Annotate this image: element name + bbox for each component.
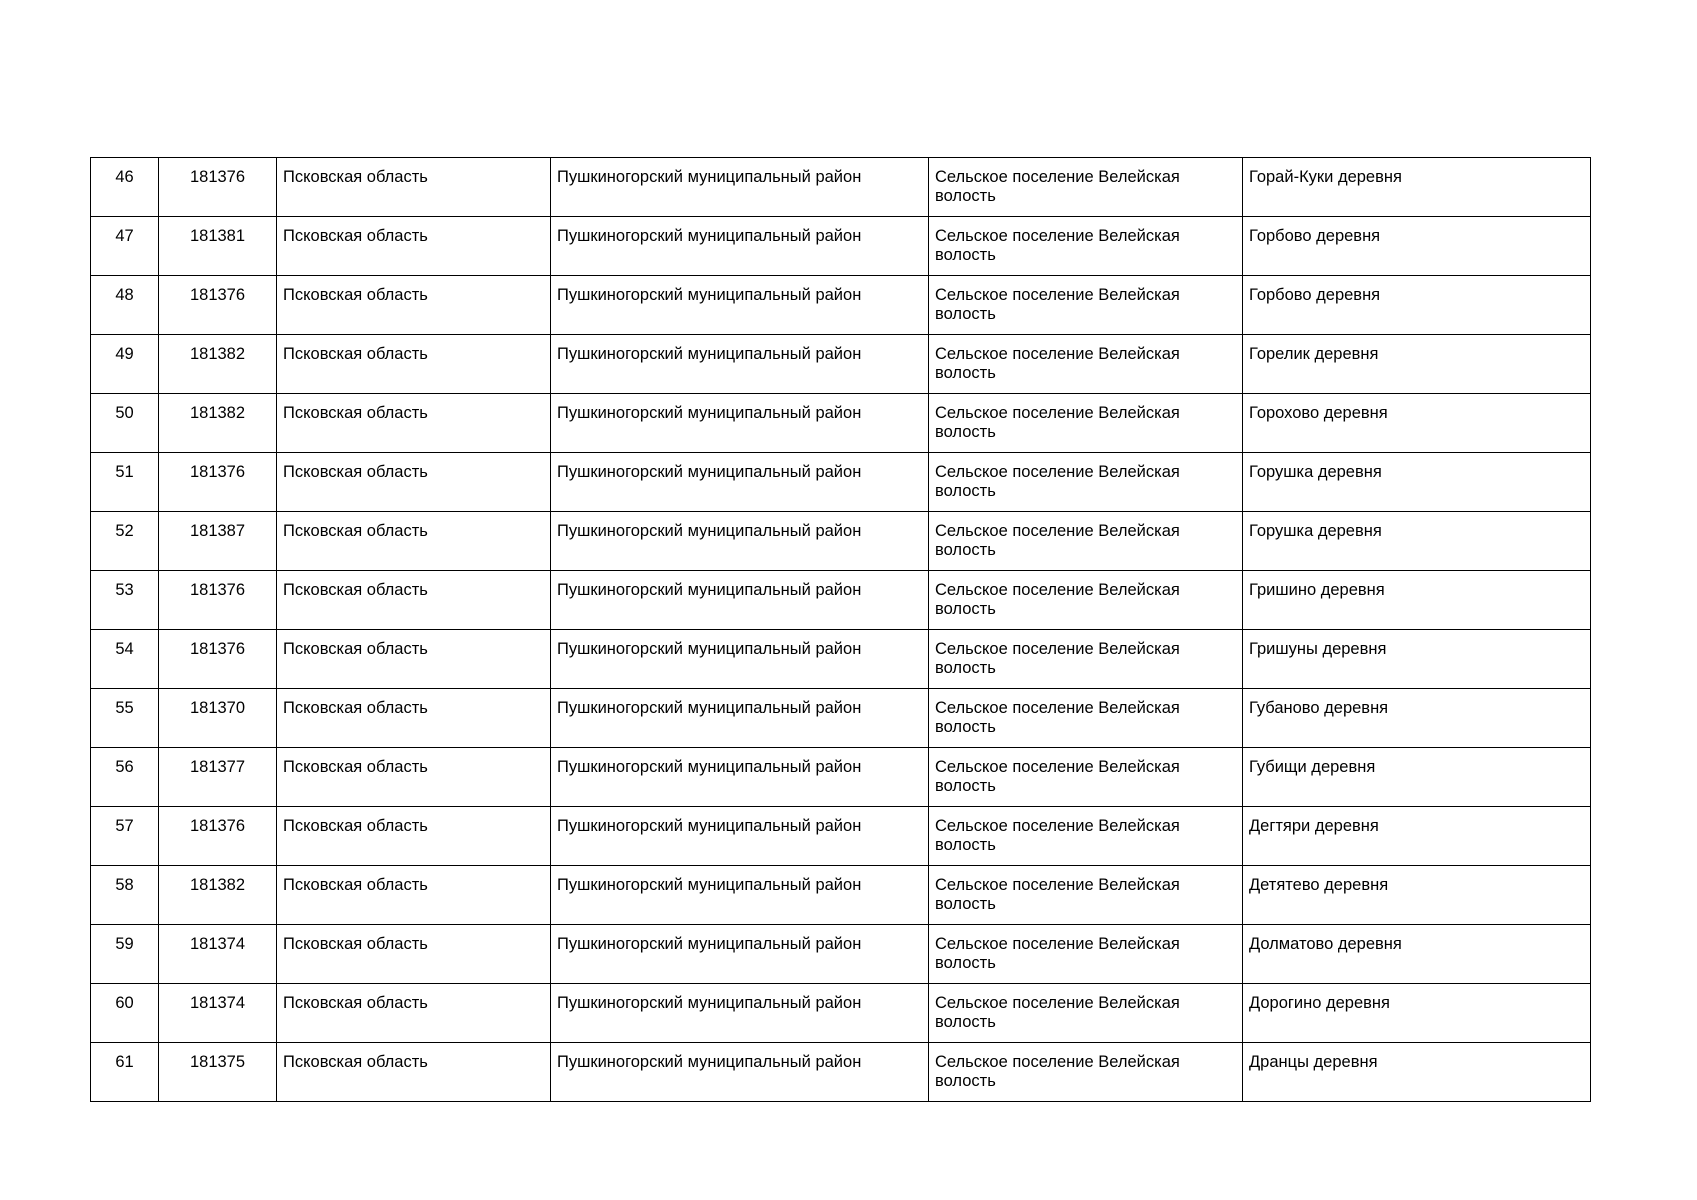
- row-number-cell: 61: [91, 1043, 159, 1102]
- district-cell: Пушкиногорский муниципальный район: [551, 630, 929, 689]
- table-row: [91, 571, 1591, 630]
- region-cell: Псковская область: [277, 925, 551, 984]
- locality-cell: Долматово деревня: [1243, 925, 1591, 984]
- locality-cell: Дранцы деревня: [1243, 1043, 1591, 1102]
- postal-index-cell: 181374: [159, 984, 277, 1043]
- region-cell: Псковская область: [277, 689, 551, 748]
- region-cell: Псковская область: [277, 512, 551, 571]
- district-cell: Пушкиногорский муниципальный район: [551, 276, 929, 335]
- table-body: [91, 158, 1591, 1102]
- row-number-cell: 53: [91, 571, 159, 630]
- row-number-cell: 57: [91, 807, 159, 866]
- row-number-cell: 58: [91, 866, 159, 925]
- locality-cell: Горушка деревня: [1243, 453, 1591, 512]
- postal-index-cell: 181370: [159, 689, 277, 748]
- district-cell: Пушкиногорский муниципальный район: [551, 748, 929, 807]
- postal-index-cell: 181376: [159, 453, 277, 512]
- settlement-cell: Сельское поселение Велейская волость: [929, 453, 1243, 512]
- settlement-cell: Сельское поселение Велейская волость: [929, 866, 1243, 925]
- row-number-cell: 50: [91, 394, 159, 453]
- region-cell: Псковская область: [277, 807, 551, 866]
- settlement-cell: Сельское поселение Велейская волость: [929, 807, 1243, 866]
- postal-index-cell: 181381: [159, 217, 277, 276]
- region-cell: Псковская область: [277, 453, 551, 512]
- locality-cell: Губаново деревня: [1243, 689, 1591, 748]
- region-cell: Псковская область: [277, 1043, 551, 1102]
- district-cell: Пушкиногорский муниципальный район: [551, 1043, 929, 1102]
- settlement-cell: Сельское поселение Велейская волость: [929, 394, 1243, 453]
- region-cell: Псковская область: [277, 571, 551, 630]
- district-cell: Пушкиногорский муниципальный район: [551, 925, 929, 984]
- settlement-cell: Сельское поселение Велейская волость: [929, 158, 1243, 217]
- locality-cell: Горушка деревня: [1243, 512, 1591, 571]
- district-cell: Пушкиногорский муниципальный район: [551, 689, 929, 748]
- table-row: [91, 925, 1591, 984]
- district-cell: Пушкиногорский муниципальный район: [551, 866, 929, 925]
- locality-cell: Дегтяри деревня: [1243, 807, 1591, 866]
- settlement-cell: Сельское поселение Велейская волость: [929, 512, 1243, 571]
- postal-index-cell: 181376: [159, 571, 277, 630]
- district-cell: Пушкиногорский муниципальный район: [551, 807, 929, 866]
- table-row: [91, 453, 1591, 512]
- postal-index-cell: 181376: [159, 158, 277, 217]
- postal-index-cell: 181382: [159, 866, 277, 925]
- table-row: [91, 1043, 1591, 1102]
- region-cell: Псковская область: [277, 158, 551, 217]
- locality-cell: Горелик деревня: [1243, 335, 1591, 394]
- settlement-cell: Сельское поселение Велейская волость: [929, 689, 1243, 748]
- row-number-cell: 48: [91, 276, 159, 335]
- district-cell: Пушкиногорский муниципальный район: [551, 335, 929, 394]
- district-cell: Пушкиногорский муниципальный район: [551, 158, 929, 217]
- region-cell: Псковская область: [277, 217, 551, 276]
- row-number-cell: 54: [91, 630, 159, 689]
- row-number-cell: 55: [91, 689, 159, 748]
- locality-cell: Гришуны деревня: [1243, 630, 1591, 689]
- region-cell: Псковская область: [277, 335, 551, 394]
- district-cell: Пушкиногорский муниципальный район: [551, 453, 929, 512]
- table-row: [91, 984, 1591, 1043]
- region-cell: Псковская область: [277, 394, 551, 453]
- postal-index-cell: 181375: [159, 1043, 277, 1102]
- row-number-cell: 56: [91, 748, 159, 807]
- region-cell: Псковская область: [277, 630, 551, 689]
- settlement-cell: Сельское поселение Велейская волость: [929, 571, 1243, 630]
- row-number-cell: 49: [91, 335, 159, 394]
- settlement-cell: Сельское поселение Велейская волость: [929, 276, 1243, 335]
- table-row: [91, 807, 1591, 866]
- settlement-cell: Сельское поселение Велейская волость: [929, 630, 1243, 689]
- settlement-cell: Сельское поселение Велейская волость: [929, 748, 1243, 807]
- row-number-cell: 47: [91, 217, 159, 276]
- settlement-cell: Сельское поселение Велейская волость: [929, 984, 1243, 1043]
- locality-cell: Губищи деревня: [1243, 748, 1591, 807]
- row-number-cell: 52: [91, 512, 159, 571]
- settlement-cell: Сельское поселение Велейская волость: [929, 1043, 1243, 1102]
- locality-cell: Детятево деревня: [1243, 866, 1591, 925]
- settlement-cell: Сельское поселение Велейская волость: [929, 217, 1243, 276]
- locality-cell: Дорогино деревня: [1243, 984, 1591, 1043]
- district-cell: Пушкиногорский муниципальный район: [551, 984, 929, 1043]
- locality-cell: Горбово деревня: [1243, 217, 1591, 276]
- postal-index-cell: 181374: [159, 925, 277, 984]
- postal-index-cell: 181387: [159, 512, 277, 571]
- table-row: [91, 394, 1591, 453]
- postal-index-cell: 181382: [159, 335, 277, 394]
- postal-index-cell: 181376: [159, 276, 277, 335]
- locality-cell: Горбово деревня: [1243, 276, 1591, 335]
- district-cell: Пушкиногорский муниципальный район: [551, 394, 929, 453]
- locality-cell: Гришино деревня: [1243, 571, 1591, 630]
- district-cell: Пушкиногорский муниципальный район: [551, 571, 929, 630]
- postal-index-cell: 181376: [159, 630, 277, 689]
- settlement-cell: Сельское поселение Велейская волость: [929, 925, 1243, 984]
- region-cell: Псковская область: [277, 748, 551, 807]
- postal-index-cell: 181382: [159, 394, 277, 453]
- row-number-cell: 59: [91, 925, 159, 984]
- address-table: [90, 157, 1591, 1102]
- table-row: [91, 276, 1591, 335]
- district-cell: Пушкиногорский муниципальный район: [551, 217, 929, 276]
- table-row: [91, 158, 1591, 217]
- table-row: [91, 748, 1591, 807]
- row-number-cell: 51: [91, 453, 159, 512]
- table-row: [91, 630, 1591, 689]
- postal-index-cell: 181376: [159, 807, 277, 866]
- region-cell: Псковская область: [277, 866, 551, 925]
- settlement-cell: Сельское поселение Велейская волость: [929, 335, 1243, 394]
- table-row: [91, 335, 1591, 394]
- row-number-cell: 60: [91, 984, 159, 1043]
- locality-cell: Горохово деревня: [1243, 394, 1591, 453]
- district-cell: Пушкиногорский муниципальный район: [551, 512, 929, 571]
- region-cell: Псковская область: [277, 276, 551, 335]
- row-number-cell: 46: [91, 158, 159, 217]
- table-row: [91, 512, 1591, 571]
- region-cell: Псковская область: [277, 984, 551, 1043]
- table-row: [91, 866, 1591, 925]
- locality-cell: Горай-Куки деревня: [1243, 158, 1591, 217]
- postal-index-cell: 181377: [159, 748, 277, 807]
- table-row: [91, 689, 1591, 748]
- table-row: [91, 217, 1591, 276]
